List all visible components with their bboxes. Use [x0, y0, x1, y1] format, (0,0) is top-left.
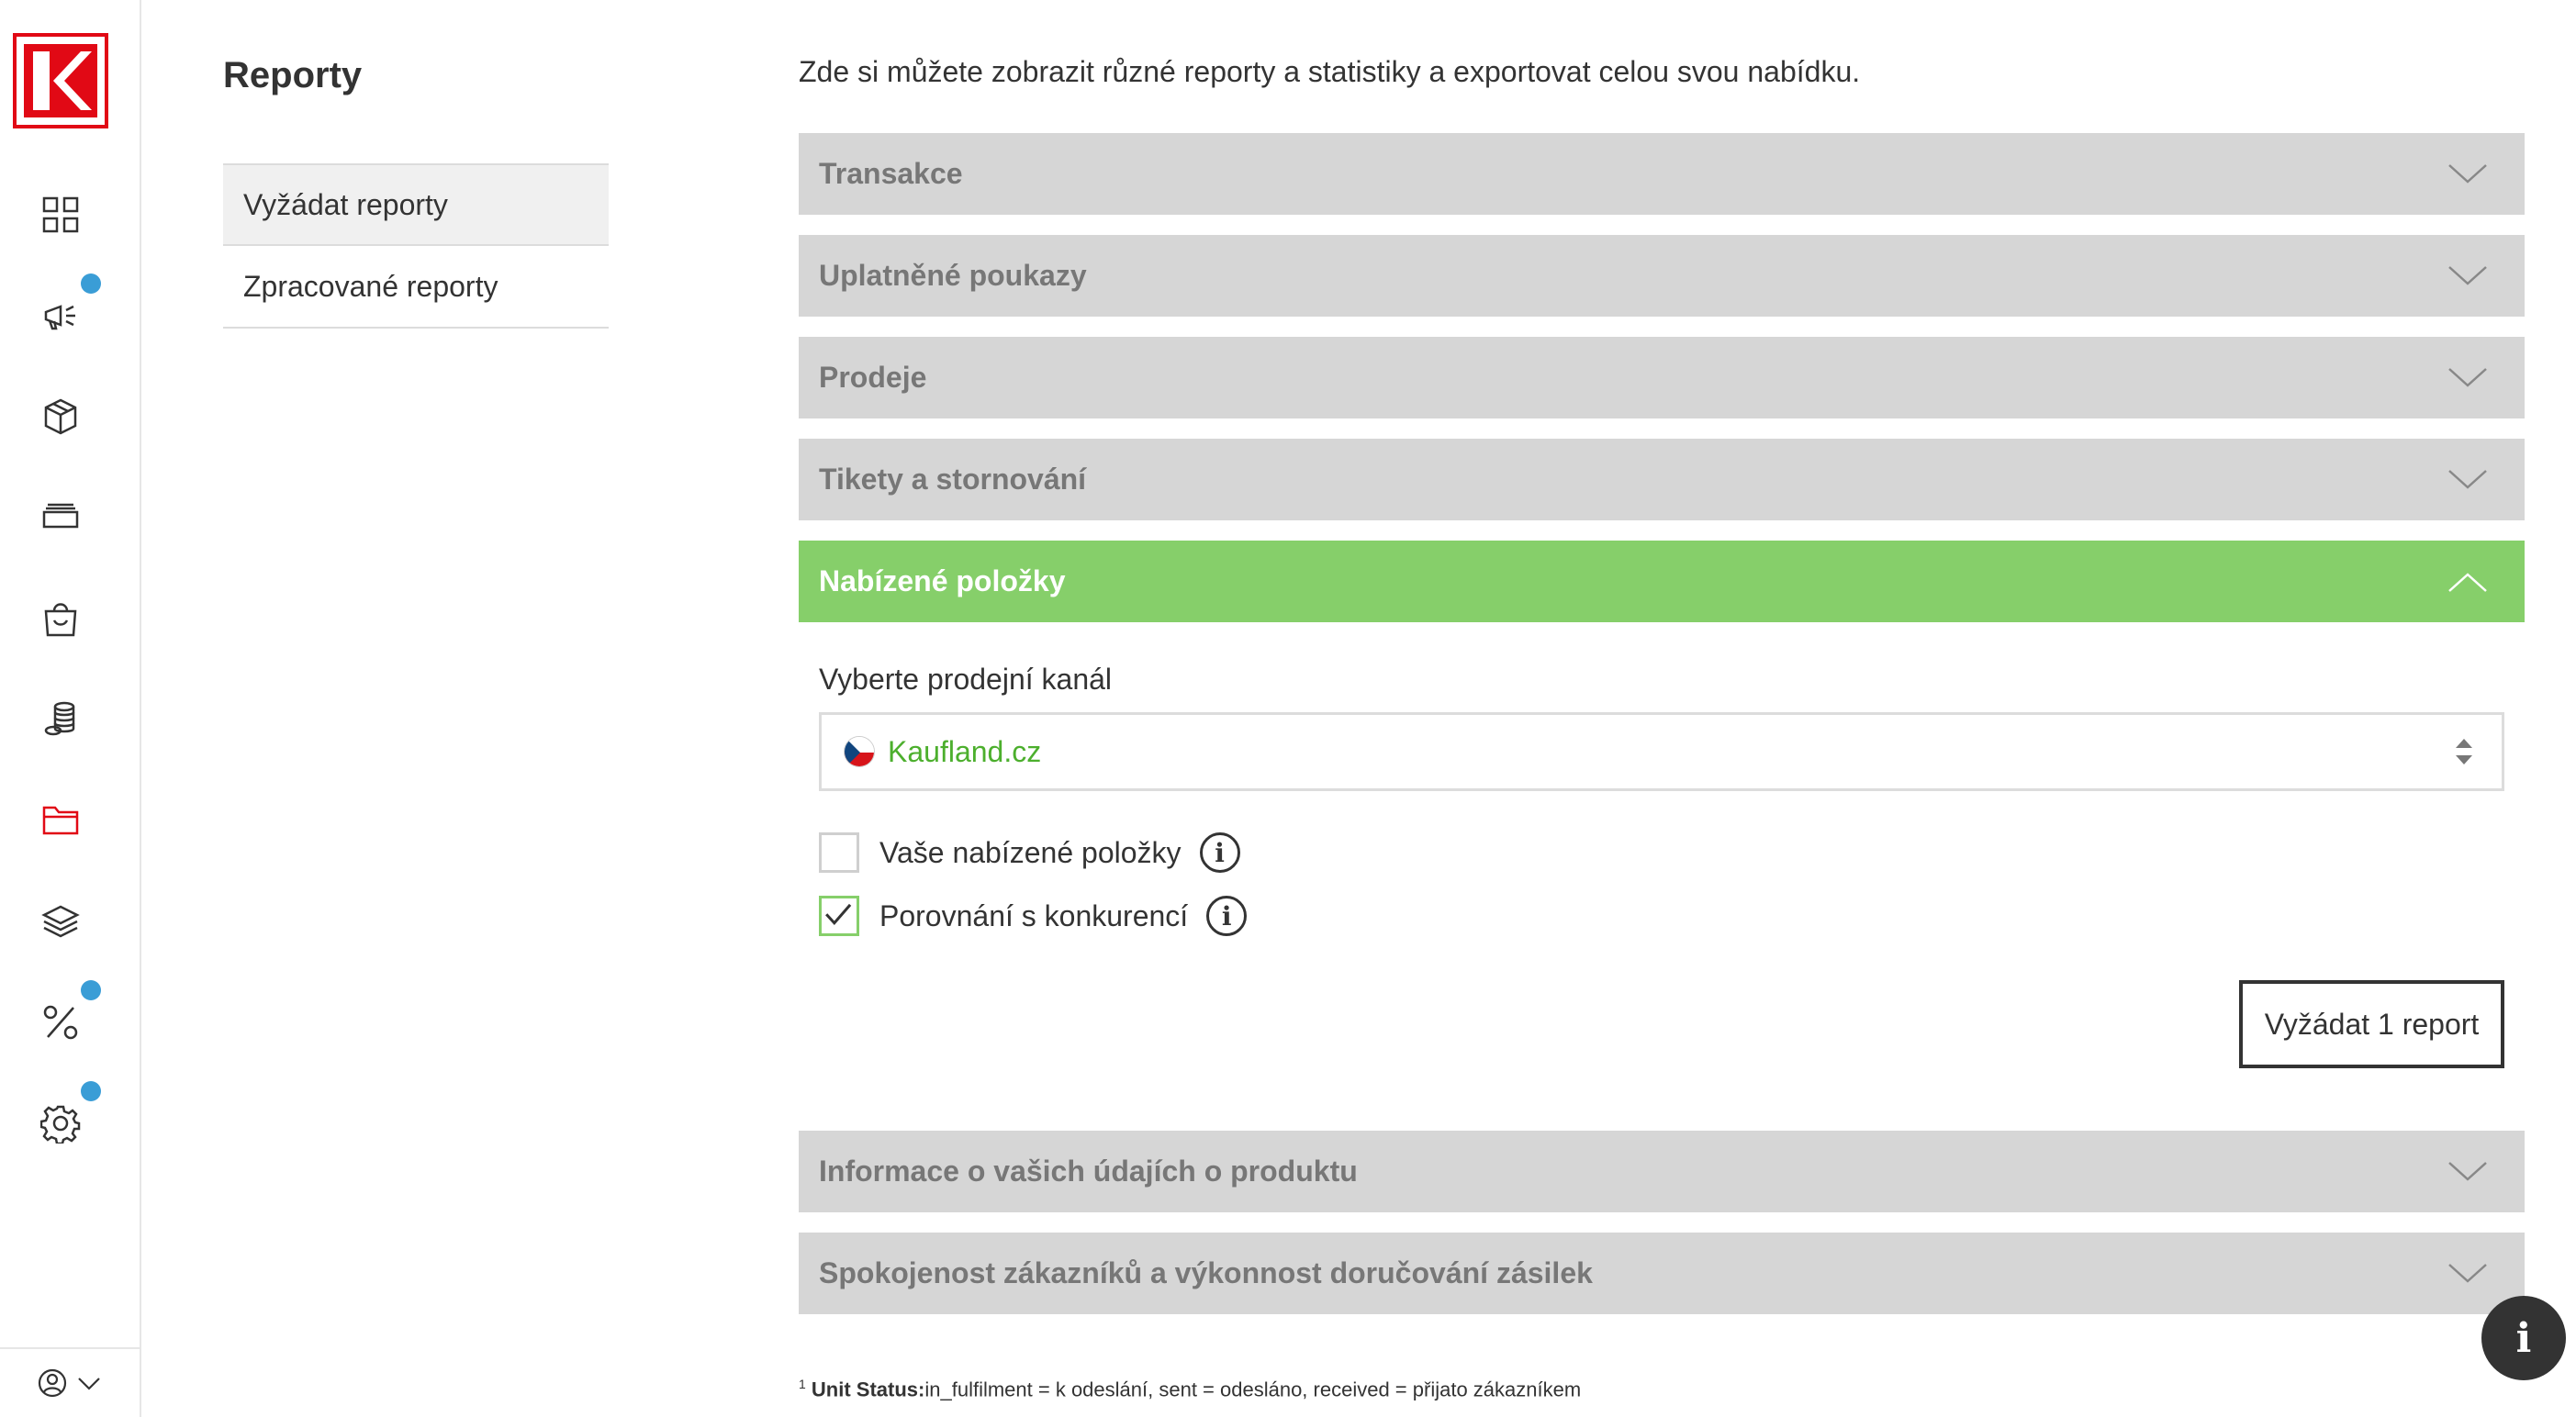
shopping-bag-icon[interactable] [35, 593, 86, 644]
info-icon[interactable]: i [1206, 896, 1247, 936]
chevron-down-icon [2447, 256, 2488, 296]
option-competitor-comparison[interactable] [819, 895, 1247, 937]
dashboard-icon[interactable] [35, 189, 86, 240]
chevron-down-icon [2447, 1152, 2488, 1192]
footnote-text: in_fulfilment = k odeslání, sent = odesláno, received = přijato zákazníkem [924, 1378, 1582, 1401]
accordion-transactions[interactable] [799, 133, 2525, 215]
accordion-sales[interactable] [799, 337, 2525, 418]
checkbox-your-offers[interactable] [819, 832, 859, 873]
chevron-down-icon [2447, 154, 2488, 195]
subnav-item-request-reports[interactable]: Vyžádat reporty [223, 163, 609, 246]
option-label: Vaše nabízené položky [879, 835, 1182, 869]
request-report-button[interactable]: Vyžádat 1 report [2239, 980, 2504, 1068]
accordion-label: Transakce [819, 157, 963, 190]
accordion-label: Informace o vašich údajích o produktu [819, 1155, 1358, 1188]
accordion-label: Uplatněné poukazy [819, 259, 1087, 292]
user-icon [37, 1367, 68, 1399]
footnote-marker: 1 [799, 1377, 806, 1391]
coins-icon[interactable] [35, 694, 86, 745]
page-intro: Zde si můžete zobrazit různé reporty a statistiky a exportovat celou svou nabídku. [799, 55, 1861, 88]
accordion-offered-items[interactable] [799, 541, 2525, 622]
accordion-label: Tikety a stornování [819, 463, 1087, 496]
kaufland-logo[interactable] [13, 33, 108, 128]
chevron-up-icon [2447, 562, 2488, 602]
account-menu[interactable] [0, 1347, 141, 1417]
accordion-label: Spokojenost zákazníků a výkonnost doručování zásilek [819, 1256, 1593, 1289]
accordion-label: Nabízené položky [819, 564, 1066, 597]
notification-badge [81, 980, 101, 1000]
main-sidebar [0, 0, 141, 1417]
select-arrows-icon [2454, 735, 2474, 768]
accordion-customer-satisfaction[interactable] [799, 1233, 2525, 1314]
info-fab-button[interactable] [2481, 1296, 2566, 1380]
footnote-title: Unit Status: [811, 1378, 925, 1401]
accordion-vouchers[interactable] [799, 235, 2525, 317]
option-your-offers[interactable] [819, 831, 1240, 874]
chevron-down-icon [2447, 460, 2488, 500]
info-icon: i [2515, 1314, 2532, 1362]
notification-badge [81, 273, 101, 294]
accordion-tickets-cancellations[interactable] [799, 439, 2525, 520]
chevron-down-icon [2447, 358, 2488, 398]
info-icon[interactable]: i [1200, 832, 1240, 873]
chevron-down-icon [2447, 1254, 2488, 1294]
footnote [799, 1377, 1581, 1401]
sales-channel-value: Kaufland.cz [888, 734, 1042, 768]
accordion-label: Prodeje [819, 361, 927, 394]
reports-subnav [223, 163, 609, 329]
logo-mark [24, 44, 97, 117]
layers-icon[interactable] [35, 896, 86, 947]
package-icon[interactable] [35, 391, 86, 442]
option-label: Porovnání s konkurencí [879, 898, 1189, 932]
checkmark-icon [822, 898, 857, 933]
subnav-item-processed-reports[interactable]: Zpracované reporty [223, 246, 609, 329]
chevron-down-icon [73, 1367, 105, 1399]
folder-icon[interactable] [35, 795, 86, 846]
accordion-product-data-info[interactable] [799, 1131, 2525, 1212]
page-title: Reporty [223, 55, 363, 95]
notification-badge [81, 1081, 101, 1101]
megaphone-icon[interactable] [35, 290, 86, 341]
checkbox-competitor-comparison[interactable] [819, 896, 859, 936]
sales-channel-label: Vyberte prodejní kanál [819, 663, 1113, 696]
czech-flag-icon [844, 736, 875, 767]
percent-icon[interactable] [35, 997, 86, 1048]
settings-icon[interactable] [35, 1098, 86, 1149]
stack-icon[interactable] [35, 492, 86, 543]
sales-channel-select[interactable] [819, 712, 2504, 791]
